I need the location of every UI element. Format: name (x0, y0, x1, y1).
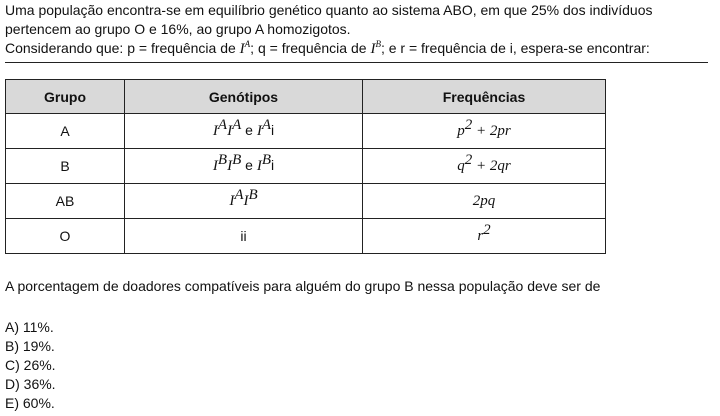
option-a[interactable]: A) 11%. (5, 319, 54, 335)
allele-ia-symbol: $I^A$ (239, 39, 251, 57)
option-b[interactable]: B) 19%. (5, 338, 55, 354)
genotype-table (5, 79, 606, 254)
table-header-row (6, 80, 606, 114)
header-genotipos: Genótipos (125, 80, 363, 114)
option-d[interactable]: D) 36%. (5, 376, 56, 392)
option-e[interactable]: E) 60%. (5, 395, 55, 411)
genotype-cell: $I^AI^B$ (125, 184, 363, 219)
intro-text (5, 1, 715, 59)
header-frequencias: Frequências (363, 80, 606, 114)
group-cell: B (6, 149, 125, 184)
frequency-cell: 2pq (363, 184, 606, 219)
intro-line-3-part-b: ; q = frequência de (250, 40, 371, 56)
genotype-cell: $I^AI^A$ e $I^Ai$ (125, 114, 363, 149)
option-c[interactable]: C) 26%. (5, 357, 56, 373)
frequency-cell: $q^2 + 2qr$ (363, 149, 606, 184)
group-cell: A (6, 114, 125, 149)
intro-line-2: pertencem ao grupo O e 16%, ao grupo A homozigotos. (5, 21, 351, 37)
intro-line-3-part-a: Considerando que: p = frequência de (5, 40, 240, 56)
group-cell: O (6, 219, 125, 254)
table-row-a (6, 114, 606, 149)
answer-options (5, 318, 56, 413)
frequency-cell: $r^2$ (363, 219, 606, 254)
header-grupo: Grupo (6, 80, 125, 114)
intro-line-3 (5, 39, 715, 59)
intro-line-1: Uma população encontra-se em equilíbrio genético quanto ao sistema ABO, em que 25% dos indivíduos (5, 2, 653, 18)
genotype-cell: $I^BI^B$ e $I^Bi$ (125, 149, 363, 184)
question-page (5, 0, 715, 411)
genotype-cell: ii (125, 219, 363, 254)
allele-ib-symbol: $I^B$ (370, 39, 381, 57)
intro-line-3-part-c: ; e r = frequência de i, espera-se encontrar: (380, 40, 650, 56)
group-cell: AB (6, 184, 125, 219)
table-row-b (6, 149, 606, 184)
frequency-cell: $p^2 + 2pr$ (363, 114, 606, 149)
question-text: A porcentagem de doadores compatíveis para alguém do grupo B nessa população deve ser de (5, 278, 601, 294)
table-row-o (6, 219, 606, 254)
header-divider (5, 62, 708, 63)
table-row-ab (6, 184, 606, 219)
